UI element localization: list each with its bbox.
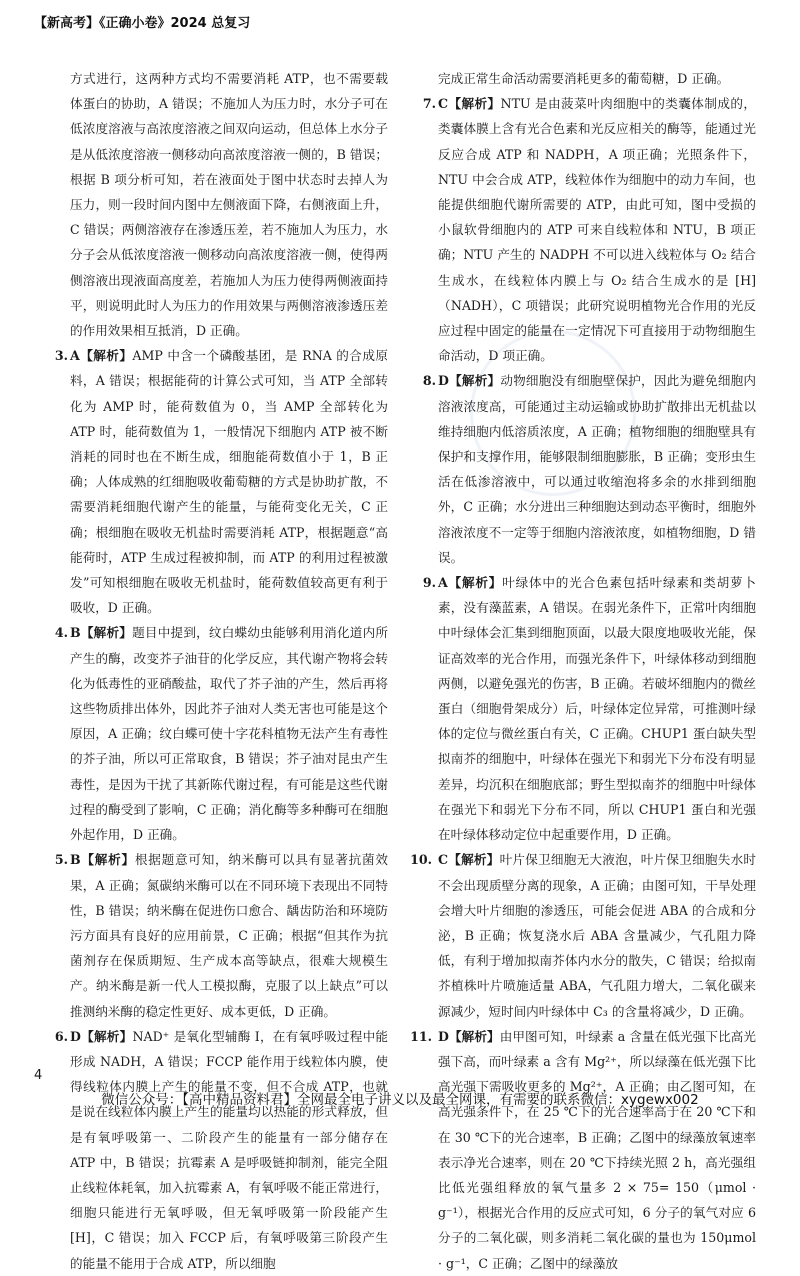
answer-key: C【解析】 <box>438 96 501 112</box>
answer-body: 由甲图可知，叶绿素 a 含量在低光强下比高光强下高，而叶绿素 a 含有 Mg²⁺，所以绿藻在低光强下比高光强下需吸收更多的 Mg²⁺，A 正确；由乙图可知，在高光强条件下，在 25 ℃下的光合速率高于在 20 ℃下和在 30 ℃下的光合速率，B 正确；乙图中的绿藻放氧速率表示净光合速率，则在 20 ℃下持续光照 2 h，高光强组比低光强组释放的氧气量多 2 × 75= 150（μmol · g⁻¹），根据光合作用的反应式可知，6 分子的氧气对应 6 分子的二氧化碳，则多消耗二氧化碳的量也为 150μmol · g⁻¹，C 正确；乙图中的绿藻放 <box>438 1028 757 1271</box>
answer-body: 完成正常生命活动需要消耗更多的葡萄糖，D 正确。 <box>438 71 730 86</box>
answer-body: 方式进行，这两种方式均不需要消耗 ATP，也不需要载体蛋白的协助，A 错误；不施加人为压力时，水分子可在低浓度溶液与高浓度溶液之间双向运动，但总体上水分子是从低浓度溶液一侧移动向高浓度溶液一侧的，B 错误；根据 B 项分析可知，若在液面处于图中状态时去掉人为压力，则一段时间内图中左侧液面下降，右侧液面上升，C 错误；两侧溶液存在渗透压差，若不施加人为压力，水分子会从低浓度溶液一侧移动向高浓度溶液一侧，使得两侧溶液出现液面高度差，若施加人为压力使得两侧液面持平，则说明此时人为压力的作用效果与两侧溶液渗透压差的作用效果相互抵消，D 正确。 <box>70 71 388 339</box>
answer-key: D【解析】 <box>438 1028 500 1044</box>
answer-body: 动物细胞没有细胞壁保护，因此为避免细胞内溶液浓度高，可能通过主动运输或协助扩散排出无机盐以维持细胞内低溶质浓度，A 正确；植物细胞的细胞壁具有保护和支撑作用，能够限制细胞膨胀，B 正确；变形虫生活在低渗溶液中，可以通过收缩泡将多余的水排到细胞外，C 正确；水分进出三种细胞达到动态平衡时，细胞外溶液浓度不一定等于细胞内溶液浓度，如植物细胞，D 错误。 <box>438 373 757 565</box>
answer-body: AMP 中含一个磷酸基团，是 RNA 的合成原料，A 错误；根据能荷的计算公式可知，当 ATP 全部转化为 AMP 时，能荷数值为 0，当 AMP 全部转化为 ATP 时，能荷数值为 1，一般情况下细胞内 ATP 被不断消耗的同时也在不断生成，细胞能荷数值小于 1，B 正确；人体成熟的红细胞吸收葡萄糖的方式是协助扩散，不需要消耗细胞代谢产生的能量，与能荷变化无关，C 正确；根细胞在吸收无机盐时需要消耗 ATP，根据题意“高能荷时，ATP 生成过程被抑制，而 ATP 的利用过程被激发”可知根细胞在吸收无机盐时，能荷数值较高更有利于吸收，D 正确。 <box>70 348 388 616</box>
question-number: 9. <box>422 575 436 591</box>
answer-body: NAD⁺ 是氧化型辅酶 Ⅰ，在有氧呼吸过程中能形成 NADH，A 错误；FCCP 能作用于线粒体内膜，使得线粒体内膜上产生的能量不变，但不合成 ATP，也就是说在线粒体内膜上产生的能量均以热能的形式释放，但是有氧呼吸第一、二阶段产生的能量有一部分储存在 ATP 中，B 错误；抗霉素 A 是呼吸链抑制剂，能完全阻止线粒体耗氧，加入抗霉素 A，有氧呼吸不能正常进行，细胞只能进行无氧呼吸，但无氧呼吸第一阶段能产生 [H]，C 错误；加入 FCCP 后，有氧呼吸第三阶段产生的能量不能用于合成 ATP，所以细胞 <box>70 1028 389 1271</box>
page-number: 4 <box>34 1068 43 1083</box>
answer-key: A【解析】 <box>438 575 503 591</box>
answer-key: C【解析】 <box>438 852 500 868</box>
answer-item <box>416 66 756 91</box>
question-number: 11. <box>410 1028 432 1044</box>
answer-item <box>416 91 756 368</box>
answer-item <box>48 847 388 1023</box>
answer-key: D【解析】 <box>438 373 501 389</box>
answer-body: 叶片保卫细胞无大液泡，叶片保卫细胞失水时不会出现质壁分离的现象，A 正确；由图可知，干旱处理会增大叶片细胞的渗透压，可能会促进 ABA 的合成和分泌，B 正确；恢复浇水后 ABA 含量减少，气孔阻力降低，有利于增加拟南芥体内水分的散失，C 错误；给拟南芥植株叶片喷施适量 ABA，气孔阻力增大，二氧化碳来源减少，短时间内叶绿体中 C₃ 的含量将减少，D 正确。 <box>438 852 756 1019</box>
answer-body: NTU 是由菠菜叶肉细胞中的类囊体制成的，类囊体膜上含有光合色素和光反应相关的酶等，能通过光反应合成 ATP 和 NADPH，A 项正确；光照条件下，NTU 中会合成 ATP，线粒体作为细胞中的动力车间，也能提供细胞代谢所需要的 ATP，由此可知，图中受损的小鼠软骨细胞内的 ATP 可来自线粒体和 NTU，B 项正确；NTU 产生的 NADPH 不可以进入线粒体与 O₂ 结合生成水，在线粒体内膜上与 O₂ 结合生成水的是 [H]（NADH），C 项错误；此研究说明植物光合作用的光反应过程中固定的能量在一定情况下可直接用于动物细胞生命活动，D 项正确。 <box>438 96 756 364</box>
question-number: 3. <box>54 348 68 364</box>
answer-item <box>416 368 756 570</box>
question-number: 6. <box>54 1028 68 1044</box>
answer-body: 题目中提到，纹白蝶幼虫能够利用消化道内所产生的酶，改变芥子油苷的化学反应，其代谢产物将会转化为低毒性的亚硝酸盐，取代了芥子油的产生，然后再将这些物质排出体外，因此芥子油对人类无害也可能是这个原因，A 正确；纹白蝶可使十字花科植物无法产生有毒性的芥子油，所以可正常取食，B 错误；芥子油对昆虫产生毒性，是因为干扰了其新陈代谢过程，有可能是这些代谢过程的酶受到了影响，C 正确；消化酶等多种酶可在细胞外起作用，D 正确。 <box>70 625 389 843</box>
answer-key: B【解析】 <box>70 852 135 868</box>
answer-item <box>410 847 756 1023</box>
answer-item <box>48 343 388 620</box>
answer-key: A【解析】 <box>70 348 133 364</box>
question-number: 4. <box>54 625 68 641</box>
question-number: 5. <box>54 852 68 868</box>
answer-item <box>48 66 388 343</box>
question-number: 10. <box>410 852 432 868</box>
answer-item <box>48 1024 388 1276</box>
answer-body: 叶绿体中的光合色素包括叶绿素和类胡萝卜素，没有藻蓝素，A 错误。在弱光条件下，正常叶肉细胞中叶绿体会汇集到细胞顶面，以最大限度地吸收光能，保证高效率的光合作用，而强光条件下，叶绿体移动到细胞两侧，以避免强光的伤害，B 正确。若破坏细胞内的微丝蛋白（细胞骨架成分）后，叶绿体定位异常，可推测叶绿体的定位与微丝蛋白有关，C 正确。CHUP1 蛋白缺失型拟南芥的细胞中，叶绿体在强光下和弱光下分布没有明显差异，均沉积在细胞底部；野生型拟南芥的细胞中叶绿体在强光下和弱光下分布不同，所以 CHUP1 蛋白和光强在叶绿体移动定位中起重要作用，D 正确。 <box>438 575 756 843</box>
answer-item <box>416 570 756 847</box>
footer-banner: 微信公众号：【高中精品资料君】全网最全电子讲义以及最全网课，有需要的联系微信：xygewx002 <box>101 1092 699 1108</box>
question-number: 7. <box>422 96 436 112</box>
answer-item <box>48 620 388 847</box>
answer-key: B【解析】 <box>70 625 133 641</box>
answer-item <box>410 1024 757 1276</box>
answer-body: 根据题意可知，纳米酶可以具有显著抗菌效果，A 正确；氮碳纳米酶可以在不同环境下表现出不同特性，B 错误；纳米酶在促进伤口愈合、龋齿防治和环境防污方面具有良好的应用前景，C 正确；根据“但其作为抗菌剂存在保质期短、生产成本高等缺点，很难大规模生产。纳米酶是新一代人工模拟酶，克服了以上缺点”可以推测纳米酶的稳定性更好、成本更低，D 正确。 <box>70 852 388 1019</box>
page-header: 【新高考】《正确小卷》2024 总复习 <box>34 16 251 31</box>
question-number: 8. <box>422 373 436 389</box>
answer-key: D【解析】 <box>70 1028 133 1044</box>
